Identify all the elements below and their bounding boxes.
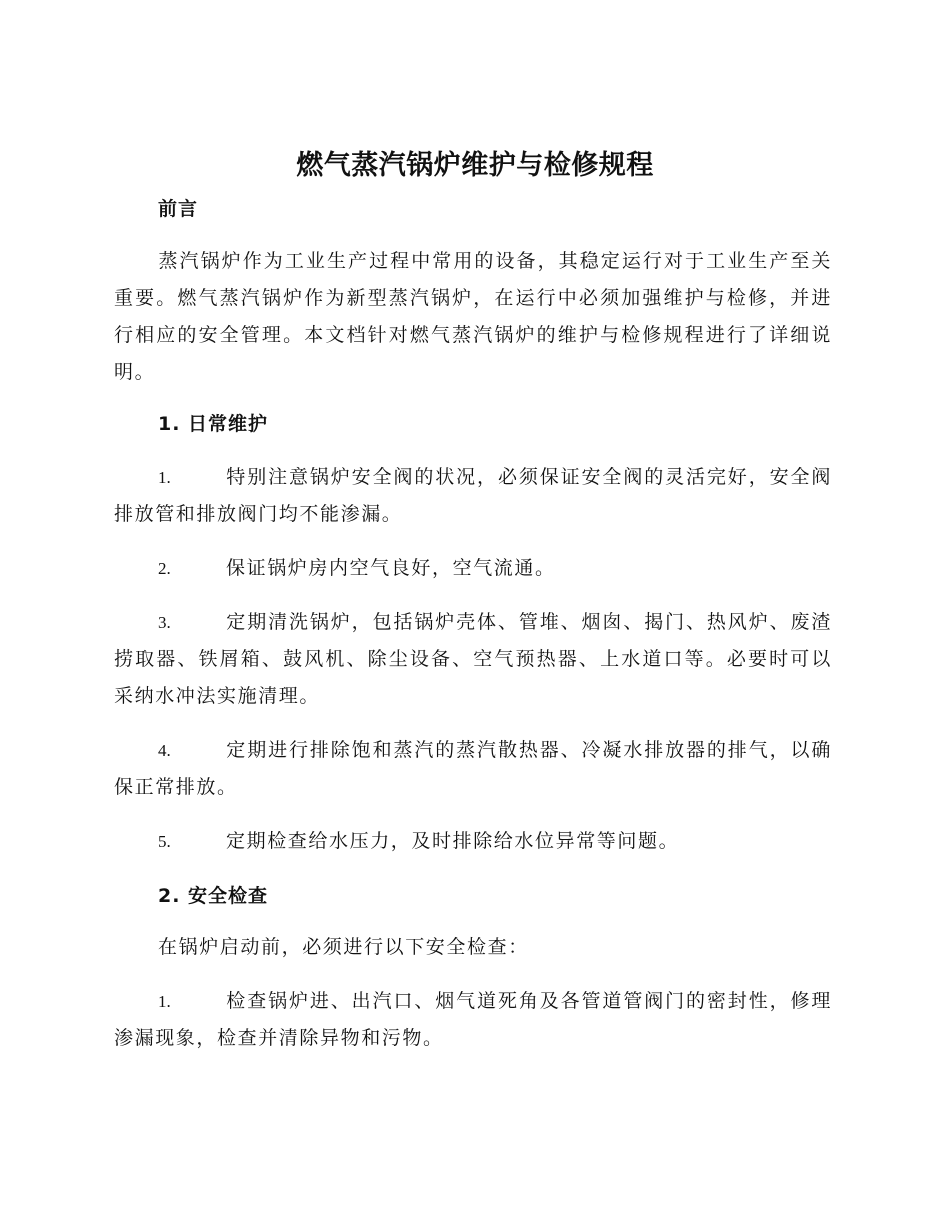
list-item-text: 特别注意锅炉安全阀的状况，必须保证安全阀的灵活完好，安全阀排放管和排放阀门均不能渗漏。 [114, 466, 832, 525]
document-title: 燃气蒸汽锅炉维护与检修规程 [296, 150, 654, 181]
list-item-number: 2. [158, 559, 171, 578]
list-item-number: 1. [158, 468, 171, 487]
preface-text: 蒸汽锅炉作为工业生产过程中常用的设备，其稳定运行对于工业生产至关重要。燃气蒸汽锅炉作为新型蒸汽锅炉，在运行中必须加强维护与检修，并进行相应的安全管理。本文档针对燃气蒸汽锅炉的维护与检修规程进行了详细说明。 [114, 250, 832, 383]
section-heading-daily-maintenance: 1. 日常维护 [158, 413, 269, 435]
list-item-number: 1. [158, 992, 171, 1011]
list-item-text: 定期进行排除饱和蒸汽的蒸汽散热器、冷凝水排放器的排气，以确保正常排放。 [114, 739, 832, 798]
preface-heading: 前言 [158, 198, 199, 220]
list-item [114, 459, 832, 533]
section-intro-paragraph [114, 929, 832, 966]
list-item-text: 检查锅炉进、出汽口、烟气道死角及各管道管阀门的密封性，修理渗漏现象，检查并清除异物和污物。 [114, 990, 832, 1049]
list-item-number: 5. [158, 832, 171, 851]
list-item-text: 保证锅炉房内空气良好，空气流通。 [226, 557, 556, 579]
list-item-text: 定期检查给水压力，及时排除给水位异常等问题。 [226, 830, 680, 852]
section-heading-safety-check: 2. 安全检查 [158, 885, 269, 907]
list-item [114, 823, 832, 860]
list-item-number: 4. [158, 741, 171, 760]
list-item [114, 983, 832, 1057]
list-item [114, 550, 832, 587]
section-intro-text: 在锅炉启动前，必须进行以下安全检查： [158, 936, 529, 958]
list-item [114, 604, 832, 715]
preface-paragraph [114, 243, 832, 391]
list-item-text: 定期清洗锅炉，包括锅炉壳体、管堆、烟囱、揭门、热风炉、废渣捞取器、铁屑箱、鼓风机、除尘设备、空气预热器、上水道口等。必要时可以采纳水冲法实施清理。 [114, 611, 832, 707]
list-item-number: 3. [158, 613, 171, 632]
list-item [114, 732, 832, 806]
